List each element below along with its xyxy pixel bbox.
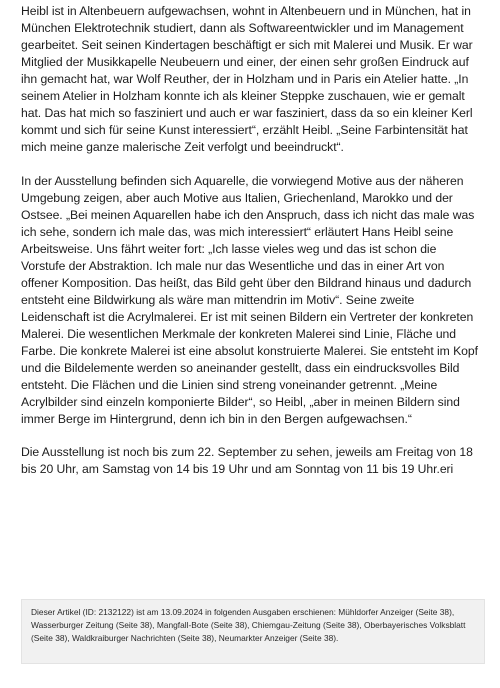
- article-paragraph-3: Die Ausstellung ist noch bis zum 22. September zu sehen, jeweils am Freitag von 18 bis 20 Uhr, am Samstag von 14 bis 19 Uhr und am Sonntag von 11 bis 19 Uhr.eri: [21, 445, 473, 476]
- article-paragraph-2: In der Ausstellung befinden sich Aquarelle, die vorwiegend Motive aus der näheren Umgebung zeigen, aber auch Motive aus Italien, Griechenland, Marokko und der Ostsee. „Bei meinen Aquarellen habe ich den Anspruch, dass ich nicht das male was ich sehe, sondern ich male das, was mich interessiert“ erläutert Hans Heibl seine Arbeitsweise. Uns fährt weiter fort: „Ich lasse vieles weg und das ist schon die Vorstufe der Abstraktion. Ich male nur das Wesentliche und das in einer Art von offener Komposition. Das heißt, das Bild geht über den Bildrand hinaus und dadurch entsteht eine Bildwirkung als wäre man mittendrin im Motiv“. Seine zweite Leidenschaft ist die Acrylmalerei. Er ist mit seinen Bildern ein Vertreter der konkreten Malerei. Die wesentlichen Merkmale der konkreten Malerei sind Linie, Fläche und Farbe. Die konkrete Malerei ist eine absolut konstruierte Malerei. Sie entsteht im Kopf und die Bildelemente werden so aneinander gestellt, dass ein eindrucksvolles Bild entsteht. Die Flächen und die Linien sind streng voneinander getrennt. „Meine Acrylbilder sind einzeln komponierte Bilder“, so Heibl, „aber in meinen Bildern sind immer Berge im Hintergrund, denn ich bin in den Bergen aufgewachsen.“: [21, 174, 478, 426]
- article-paragraph-1: Heibl ist in Altenbeuern aufgewachsen, wohnt in Altenbeuern und in München, hat in München Elektrotechnik studiert, dann als Softwareentwickler und im Management gearbeitet. Seit seinen Kindertagen beschäftigt er sich mit Malerei und Musik. Er war Mitglied der Musikkapelle Neubeuern und einer, der einen sehr großen Eindruck auf ihn gemacht hat, war Wolf Reuther, der in Holzham und in Paris ein Atelier hatte. „In seinem Atelier in Holzham konnte ich als kleiner Steppke zuschauen, wie er gemalt hat. Das hat mich so fasziniert und auch er war fasziniert, dass da so ein kleiner Kerl kommt und sich für seine Kunst interessiert“, erzählt Heibl. „Seine Farbintensität hat mich meine ganze malerische Zeit verfolgt und beeindruckt“.: [21, 4, 473, 154]
- article-body: [21, 3, 483, 495]
- publication-notice: Dieser Artikel (ID: 2132122) ist am 13.09.2024 in folgenden Ausgaben erschienen: Mühldorfer Anzeiger (Seite 38), Wasserburger Zeitung (Seite 38), Mangfall-Bote (Seite 38), Chiemgau-Zeitung (Seite 38), Oberbayerisches Volksblatt (Seite 38), Waldkraiburger Nachrichten (Seite 38), Neumarkter Anzeiger (Seite 38).: [21, 599, 485, 664]
